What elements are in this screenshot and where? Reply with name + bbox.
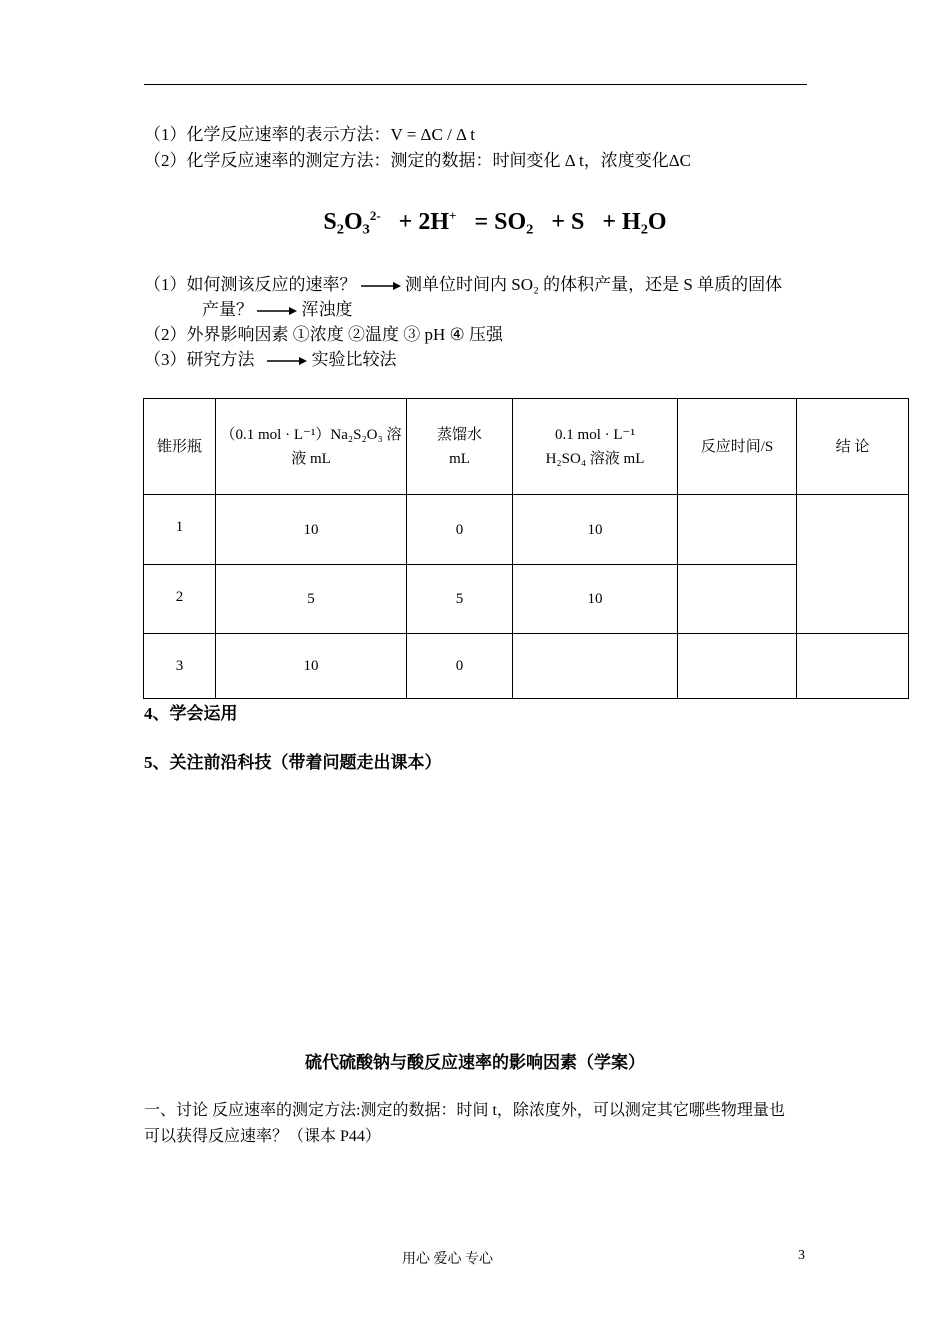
eq-so2: = SO₂ — [474, 209, 534, 235]
header-flask: 锥形瓶 — [144, 399, 216, 495]
doc-title: 硫代硫酸钠与酸反应速率的影响因素（学案） — [305, 1053, 645, 1072]
question-1-prompt: （1）如何测该反应的速率？ — [144, 275, 357, 294]
cell-flask: 2 — [144, 565, 216, 634]
right-arrow-icon — [267, 356, 307, 366]
cell-na2s2o3: 10 — [216, 495, 407, 565]
question-1-cont-prompt: 产量？ — [202, 300, 253, 319]
table-row — [144, 634, 909, 699]
eq-hydrogen-charge: + — [449, 208, 457, 223]
cell-water: 0 — [407, 495, 513, 565]
cell-h2so4: 10 — [513, 565, 678, 634]
discussion-line-2: 可以获得反应速率？（课本 P44） — [144, 1128, 381, 1145]
cell-na2s2o3: 5 — [216, 565, 407, 634]
reaction-equation — [0, 209, 950, 236]
question-3-answer: 实验比较法 — [311, 350, 397, 369]
eq-sulfur: + S — [551, 209, 585, 235]
footer-motto: 用心 爱心 专心 — [402, 1252, 493, 1267]
rate-expression-line: （1）化学反应速率的表示方法：V = ΔC / Δ t — [144, 125, 476, 144]
cell-flask: 1 — [144, 495, 216, 565]
table-row — [144, 565, 909, 634]
header-conclusion: 结 论 — [797, 399, 909, 495]
cell-time — [678, 634, 797, 699]
right-arrow-icon — [361, 281, 401, 291]
question-1-answer: 测单位时间内 SO₂ 的体积产量，还是 S 单质的固体 — [405, 275, 783, 294]
discussion-line-1: 一、讨论 反应速率的测定方法:测定的数据：时间 t，除浓度外，可以测定其它哪些物理量也 — [144, 1102, 785, 1119]
header-rule — [144, 84, 807, 85]
question-3-prompt: （3）研究方法 — [144, 350, 255, 369]
question-1 — [144, 274, 782, 296]
eq-hydrogen: + 2H — [398, 209, 450, 235]
question-2: （2）外界影响因素 ①浓度 ②温度 ③ pH ④ 压强 — [144, 325, 504, 344]
cell-na2s2o3: 10 — [216, 634, 407, 699]
cell-h2so4: 10 — [513, 495, 678, 565]
eq-thiosulfate: S₂O₃ — [323, 209, 370, 235]
header-na2s2o3: （0.1 mol · L⁻¹）Na₂S₂O₃ 溶 液 mL — [216, 399, 407, 495]
table-header-row — [144, 399, 909, 495]
header-time: 反应时间/S — [678, 399, 797, 495]
cell-h2so4 — [513, 634, 678, 699]
eq-water: + H₂O — [602, 209, 667, 235]
table-row — [144, 495, 909, 565]
eq-thiosulfate-charge: 2- — [369, 208, 381, 223]
cell-flask: 3 — [144, 634, 216, 699]
experiment-table — [143, 398, 909, 699]
cell-time — [678, 495, 797, 565]
cell-time — [678, 565, 797, 634]
section-4-heading: 4、学会运用 — [144, 704, 238, 723]
question-1-cont-answer: 浑浊度 — [301, 300, 353, 319]
rate-measurement-line: （2）化学反应速率的测定方法：测定的数据：时间变化 Δ t，浓度变化ΔC — [144, 151, 691, 170]
cell-conclusion — [797, 634, 909, 699]
cell-water: 5 — [407, 565, 513, 634]
cell-water: 0 — [407, 634, 513, 699]
header-h2so4: 0.1 mol · L⁻¹ H₂SO₄ 溶液 mL — [513, 399, 678, 495]
right-arrow-icon — [257, 306, 297, 316]
header-water: 蒸馏水 mL — [407, 399, 513, 495]
question-1-cont — [202, 299, 353, 321]
cell-conclusion — [797, 495, 909, 634]
section-5-heading: 5、关注前沿科技（带着问题走出课本） — [144, 753, 442, 772]
question-3 — [144, 349, 397, 371]
page-number: 3 — [798, 1248, 805, 1263]
